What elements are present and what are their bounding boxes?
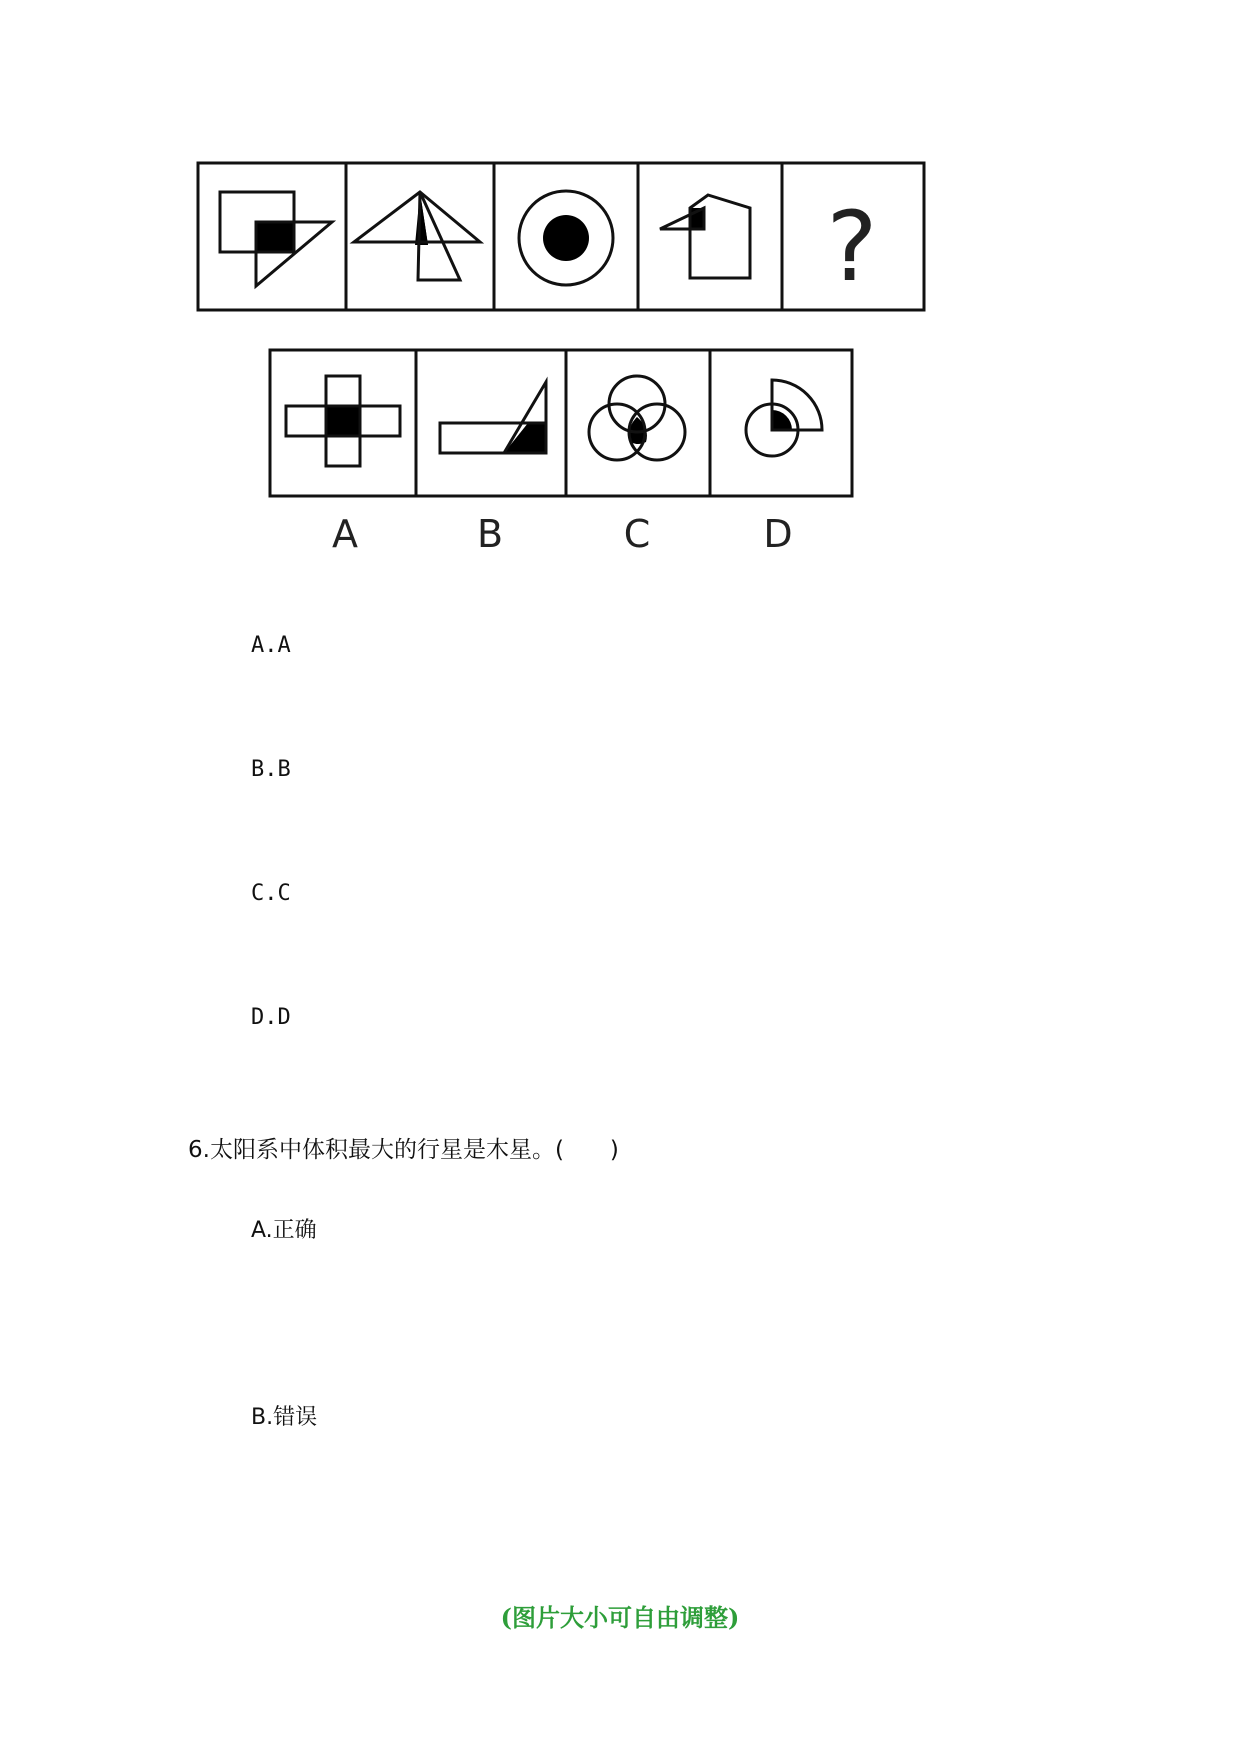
option-q5-d[interactable]: D.D: [251, 1005, 291, 1030]
answer-label-d: D: [763, 512, 793, 556]
answer-label-c: C: [623, 512, 651, 556]
option-q5-b[interactable]: B.B: [251, 757, 291, 782]
question-mark: ?: [826, 191, 878, 303]
answer-figure-b: [440, 382, 546, 453]
sequence-figure-1: [220, 192, 332, 286]
sequence-figure-4: [660, 195, 750, 278]
image-size-caption: (图片大小可自由调整): [500, 1603, 740, 1632]
sequence-figure-3: [519, 191, 613, 285]
option-q6-a[interactable]: A.正确: [251, 1218, 317, 1243]
sequence-figure-2: [354, 192, 480, 280]
question-6-text: 6.太阳系中体积最大的行星是木星。( ): [188, 1137, 619, 1163]
answer-label-a: A: [332, 512, 358, 556]
option-q6-b[interactable]: B.错误: [251, 1405, 318, 1430]
option-q5-a[interactable]: A.A: [251, 633, 291, 658]
answer-figure-a: [286, 376, 400, 466]
answer-label-b: B: [476, 512, 504, 556]
answer-figure-d: [746, 380, 822, 456]
option-q5-c[interactable]: C.C: [251, 881, 291, 906]
answer-figure-c: [589, 376, 685, 460]
reasoning-figure: [0, 0, 1240, 580]
